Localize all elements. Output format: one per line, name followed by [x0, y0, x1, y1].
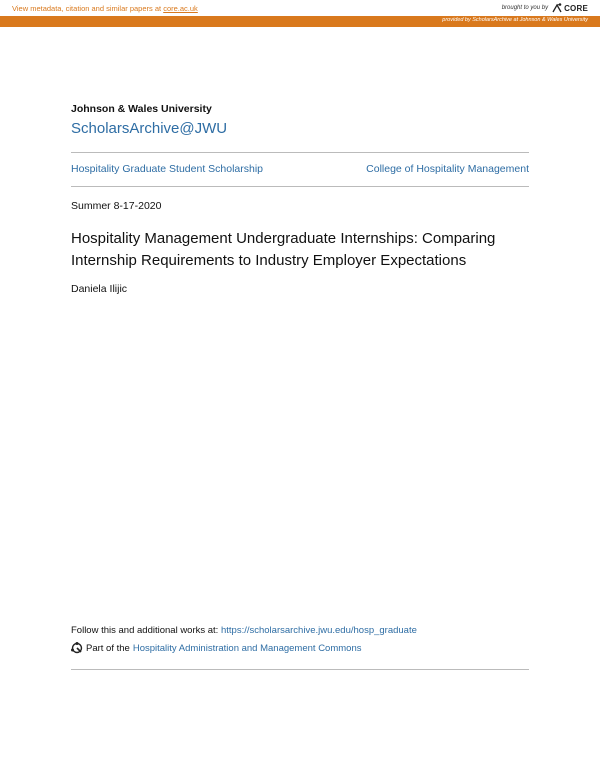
college-link[interactable]: College of Hospitality Management — [366, 163, 529, 175]
provided-by-text: provided by ScholarsArchive at Johnson & Wales University — [442, 17, 588, 23]
core-logo-icon — [551, 2, 563, 14]
network-icon — [71, 642, 83, 654]
paper-title: Hospitality Management Undergraduate Internships: Comparing Internship Requirements to Industry Employer Expectations — [71, 230, 496, 269]
core-logo-text: CORE — [564, 3, 588, 13]
commons-link[interactable]: Hospitality Administration and Management Commons — [132, 642, 362, 654]
publication-date: Summer 8-17-2020 — [71, 200, 162, 212]
divider-bottom — [71, 669, 529, 670]
core-banner — [0, 0, 600, 16]
follow-line — [71, 625, 417, 636]
core-metadata-text — [12, 4, 198, 13]
divider-middle — [71, 186, 529, 187]
collection-link[interactable]: Hospitality Graduate Student Scholarship — [71, 163, 264, 175]
archive-name-link[interactable]: ScholarsArchive@JWU — [71, 120, 228, 137]
divider-top — [71, 152, 529, 153]
core-logo[interactable] — [551, 2, 588, 14]
provided-by-strip — [0, 16, 600, 27]
follow-url-link[interactable]: https://scholarsarchive.jwu.edu/hosp_graduate — [220, 625, 417, 636]
brought-to-you-text: brought to you by — [501, 5, 549, 11]
institution-name: Johnson & Wales University — [71, 103, 212, 115]
follow-label: Follow this and additional works at: — [71, 625, 221, 636]
core-link[interactable]: core.ac.uk — [163, 4, 198, 13]
author-name: Daniela Ilijic — [71, 283, 128, 295]
core-metadata-label: View metadata, citation and similar papers at — [12, 4, 164, 13]
part-of-line — [71, 642, 361, 654]
core-brought-by — [502, 2, 588, 14]
part-of-label: Part of the — [86, 642, 130, 654]
